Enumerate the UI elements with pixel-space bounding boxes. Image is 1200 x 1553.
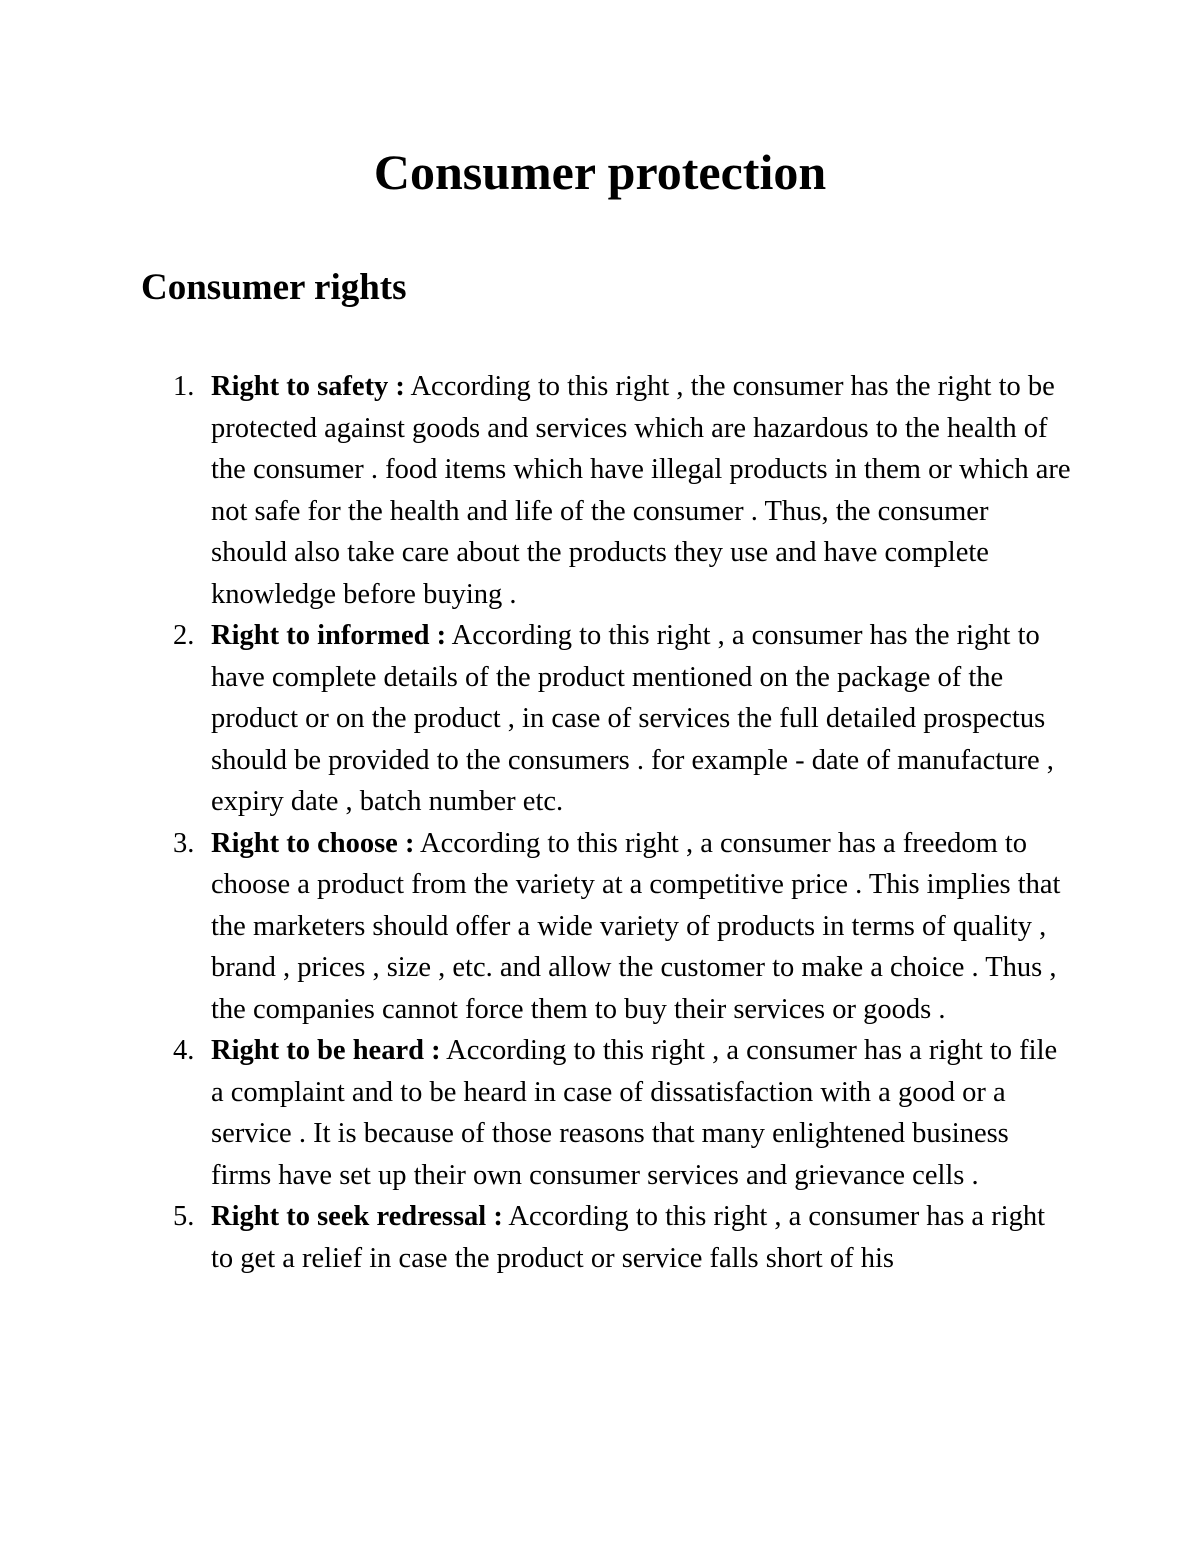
- list-item-number: 2.: [173, 620, 195, 651]
- list-item-term: Right to choose :: [211, 827, 415, 859]
- list-item-text: According to this right , a consumer has the right to have complete details of the product mentioned on the package of the product or on the product , in case of services the full detailed prospectus should be provided to the consumers . for example - date of manufacture , expiry date , batch number etc.: [211, 620, 1054, 817]
- list-item-number: 4.: [173, 1035, 195, 1066]
- list-item: [173, 366, 1071, 615]
- list-item-text: According to this right , the consumer has the right to be protected against goods and services which are hazardous to the health of the consumer . food items which have illegal products in them or which are not safe for the health and life of the consumer . Thus, the consumer should also take care about the products they use and have complete knowledge before buying .: [211, 371, 1071, 610]
- list-item-term: Right to informed :: [211, 620, 447, 651]
- list-item-number: 5.: [173, 1201, 195, 1232]
- list-item-term: Right to safety :: [211, 371, 405, 402]
- list-item-text: According to this right , a consumer has a right to get a relief in case the product or service falls short of his: [211, 1201, 1046, 1274]
- list-item: [173, 1196, 1071, 1279]
- document-title: Consumer protection: [373, 144, 827, 200]
- section-heading: Consumer rights: [141, 267, 407, 308]
- list-item-number: 1.: [173, 371, 195, 402]
- list-item: [173, 615, 1071, 823]
- list-item-text: According to this right , a consumer has a freedom to choose a product from the variety at a competitive price . This implies that the marketers should offer a wide variety of products in terms of quality , brand , prices , size , etc. and allow the customer to make a choice . Thus , the companies cannot force them to buy their services or goods .: [211, 827, 1061, 1025]
- list-item-term: Right to seek redressal :: [211, 1201, 503, 1232]
- list-item-term: Right to be heard :: [211, 1035, 441, 1066]
- list-item-text: According to this right , a consumer has a right to file a complaint and to be heard in case of dissatisfaction with a good or a service . It is because of those reasons that many enlightened business firms have set up their own consumer services and grievance cells .: [211, 1035, 1058, 1191]
- list-item: [173, 1030, 1071, 1196]
- rights-list: [173, 366, 1071, 1279]
- list-item: [173, 823, 1071, 1031]
- list-item-number: 3.: [173, 827, 195, 859]
